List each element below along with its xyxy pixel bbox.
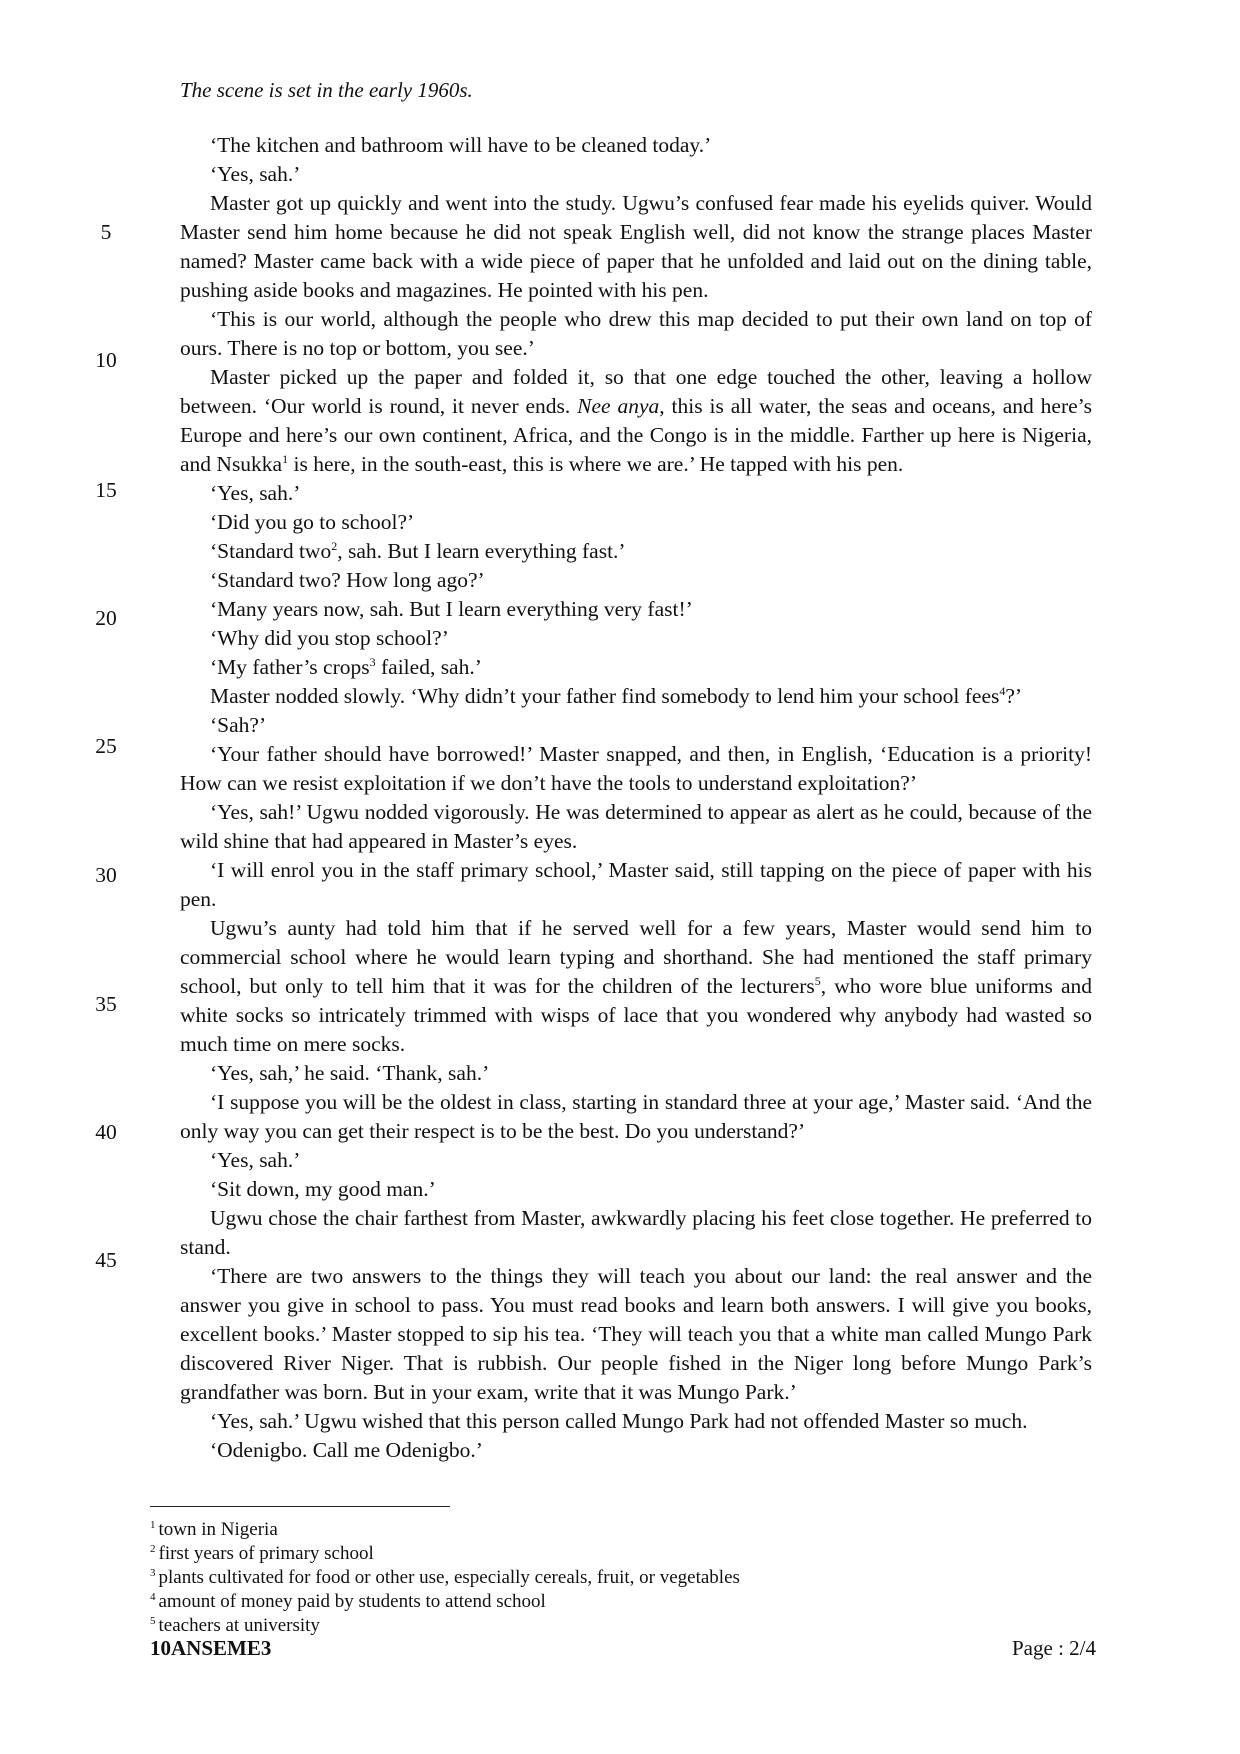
footnote-text: teachers at university [158, 1615, 320, 1636]
line-number-25: 25 [95, 734, 117, 758]
line-number-45: 45 [95, 1248, 117, 1272]
paragraph: ‘Why did you stop school?’ [210, 626, 449, 650]
text-run: , sah. But I learn everything fast.’ [337, 539, 626, 563]
text-run: ?’ [1005, 684, 1023, 708]
footnote-ref: 1 [282, 451, 289, 466]
footnote [150, 1542, 740, 1566]
paragraph: ‘Many years now, sah. But I learn everything very fast!’ [210, 597, 693, 621]
paragraph: ‘Did you go to school?’ [210, 510, 415, 534]
paragraph: Ugwu chose the chair farthest from Master, awkwardly placing his feet close together. He preferred to stand. [180, 1206, 1092, 1259]
paragraph: ‘Your father should have borrowed!’ Master snapped, and then, in English, ‘Education is a priority! How can we resist exploitation if we don’t have the tools to understand exploitation?’ [180, 742, 1092, 795]
paragraph: ‘Yes, sah.’ [210, 1148, 301, 1172]
footnote-text: town in Nigeria [158, 1519, 278, 1540]
footnote-text: amount of money paid by students to attend school [158, 1591, 546, 1612]
paragraph: Master got up quickly and went into the study. Ugwu’s confused fear made his eyelids quiver. Would Master send him home because he did not speak English well, did not know the strange places Master named? Master came back with a wide piece of paper that he unfolded and laid out on the dining table, pushing aside books and magazines. He pointed with his pen. [180, 191, 1092, 302]
footnote-divider [150, 1506, 450, 1507]
paragraph: ‘Yes, sah.’ Ugwu wished that this person called Mungo Park had not offended Master so much. [210, 1409, 1028, 1433]
paragraph: ‘This is our world, although the people who drew this map decided to put their own land on top of ours. There is no top or bottom, you see.’ [180, 307, 1092, 360]
paragraph [180, 914, 1092, 1059]
document-code: 10ANSEME3 [150, 1636, 272, 1660]
paragraph: ‘Yes, sah.’ [210, 162, 301, 186]
paragraph [180, 653, 1092, 682]
paragraph: ‘Yes, sah.’ [210, 481, 301, 505]
paragraph: ‘I will enrol you in the staff primary school,’ Master said, still tapping on the piece of paper with his pen. [180, 858, 1092, 911]
paragraph: ‘Sah?’ [210, 713, 267, 737]
text-run: is here, in the south-east, this is where we are.’ He tapped with his pen. [288, 452, 904, 476]
footnote-ref: 3 [369, 654, 376, 669]
line-number-30: 30 [95, 863, 117, 887]
line-number-15: 15 [95, 478, 117, 502]
line-number-5: 5 [100, 220, 112, 244]
text-run: , who wore blue uniforms and white socks so intricately trimmed with wisps of lace that you wondered why anybody had wasted so much time on mere socks. [180, 974, 1092, 1056]
text-run: ‘My father’s crops [210, 655, 370, 679]
text-run: failed, sah.’ [375, 655, 482, 679]
footnote-number: 3 [150, 1566, 156, 1579]
footnote-ref: 2 [331, 538, 338, 553]
footnote [150, 1566, 740, 1590]
text-run: Master picked up the paper and folded it, so that one edge touched the other, leaving a hollow between. ‘Our world is round, it never ends. [180, 365, 1092, 418]
paragraph [180, 363, 1092, 479]
text-run: Master nodded slowly. ‘Why didn’t your father find somebody to lend him your school fees [210, 684, 1000, 708]
footnote-text: plants cultivated for food or other use, especially cereals, fruit, or vegetables [158, 1567, 740, 1588]
paragraph: ‘Standard two? How long ago?’ [210, 568, 485, 592]
paragraph: ‘Sit down, my good man.’ [210, 1177, 436, 1201]
italic-phrase: Nee anya [577, 394, 660, 418]
footnote-ref: 4 [999, 683, 1006, 698]
paragraph [180, 682, 1092, 711]
text-run: , this is all water, the seas and oceans, and here’s Europe and here’s our own continent, Africa, and the Congo is in the middle. Farther up here is Nigeria, and Nsukka [180, 394, 1093, 476]
footnote [150, 1518, 740, 1542]
footnote-number: 1 [150, 1518, 156, 1531]
paragraph: ‘Odenigbo. Call me Odenigbo.’ [210, 1438, 483, 1462]
footnotes [150, 1518, 740, 1638]
line-number-40: 40 [95, 1120, 117, 1144]
footnote [150, 1614, 740, 1638]
footnote-text: first years of primary school [158, 1543, 374, 1564]
line-number-20: 20 [95, 606, 117, 630]
text-run: Ugwu’s aunty had told him that if he served well for a few years, Master would send him to commercial school where he would learn typing and shorthand. She had mentioned the staff primary school, but only to tell him that it was for the children of the lecturers [180, 916, 1092, 998]
footnote [150, 1590, 740, 1614]
paragraph: ‘There are two answers to the things they will teach you about our land: the real answer and the answer you give in school to pass. You must read books and learn both answers. I will give you books, excellent books.’ Master stopped to sip his tea. ‘They will teach you that a white man called Mungo Park discovered River Niger. That is rubbish. Our people fished in the Niger long before Mungo Park’s grandfather was born. But in your exam, write that it was Mungo Park.’ [180, 1264, 1092, 1404]
passage-text [180, 131, 1092, 1465]
text-run: ‘Standard two [210, 539, 332, 563]
paragraph: ‘I suppose you will be the oldest in class, starting in standard three at your age,’ Master said. ‘And the only way you can get their respect is to be the best. Do you understand?’ [180, 1090, 1092, 1143]
scene-intro: The scene is set in the early 1960s. [180, 78, 473, 102]
paragraph: ‘Yes, sah,’ he said. ‘Thank, sah.’ [210, 1061, 490, 1085]
line-number-10: 10 [95, 348, 117, 372]
line-number-35: 35 [95, 992, 117, 1016]
paragraph: ‘Yes, sah!’ Ugwu nodded vigorously. He was determined to appear as alert as he could, because of the wild shine that had appeared in Master’s eyes. [180, 800, 1092, 853]
paragraph [180, 537, 1092, 566]
paragraph: ‘The kitchen and bathroom will have to be cleaned today.’ [210, 133, 712, 157]
page-number: Page : 2/4 [1012, 1636, 1096, 1660]
footnote-ref: 5 [814, 973, 821, 988]
footnote-number: 5 [150, 1614, 156, 1627]
footnote-number: 2 [150, 1542, 156, 1555]
footnote-number: 4 [150, 1590, 156, 1603]
